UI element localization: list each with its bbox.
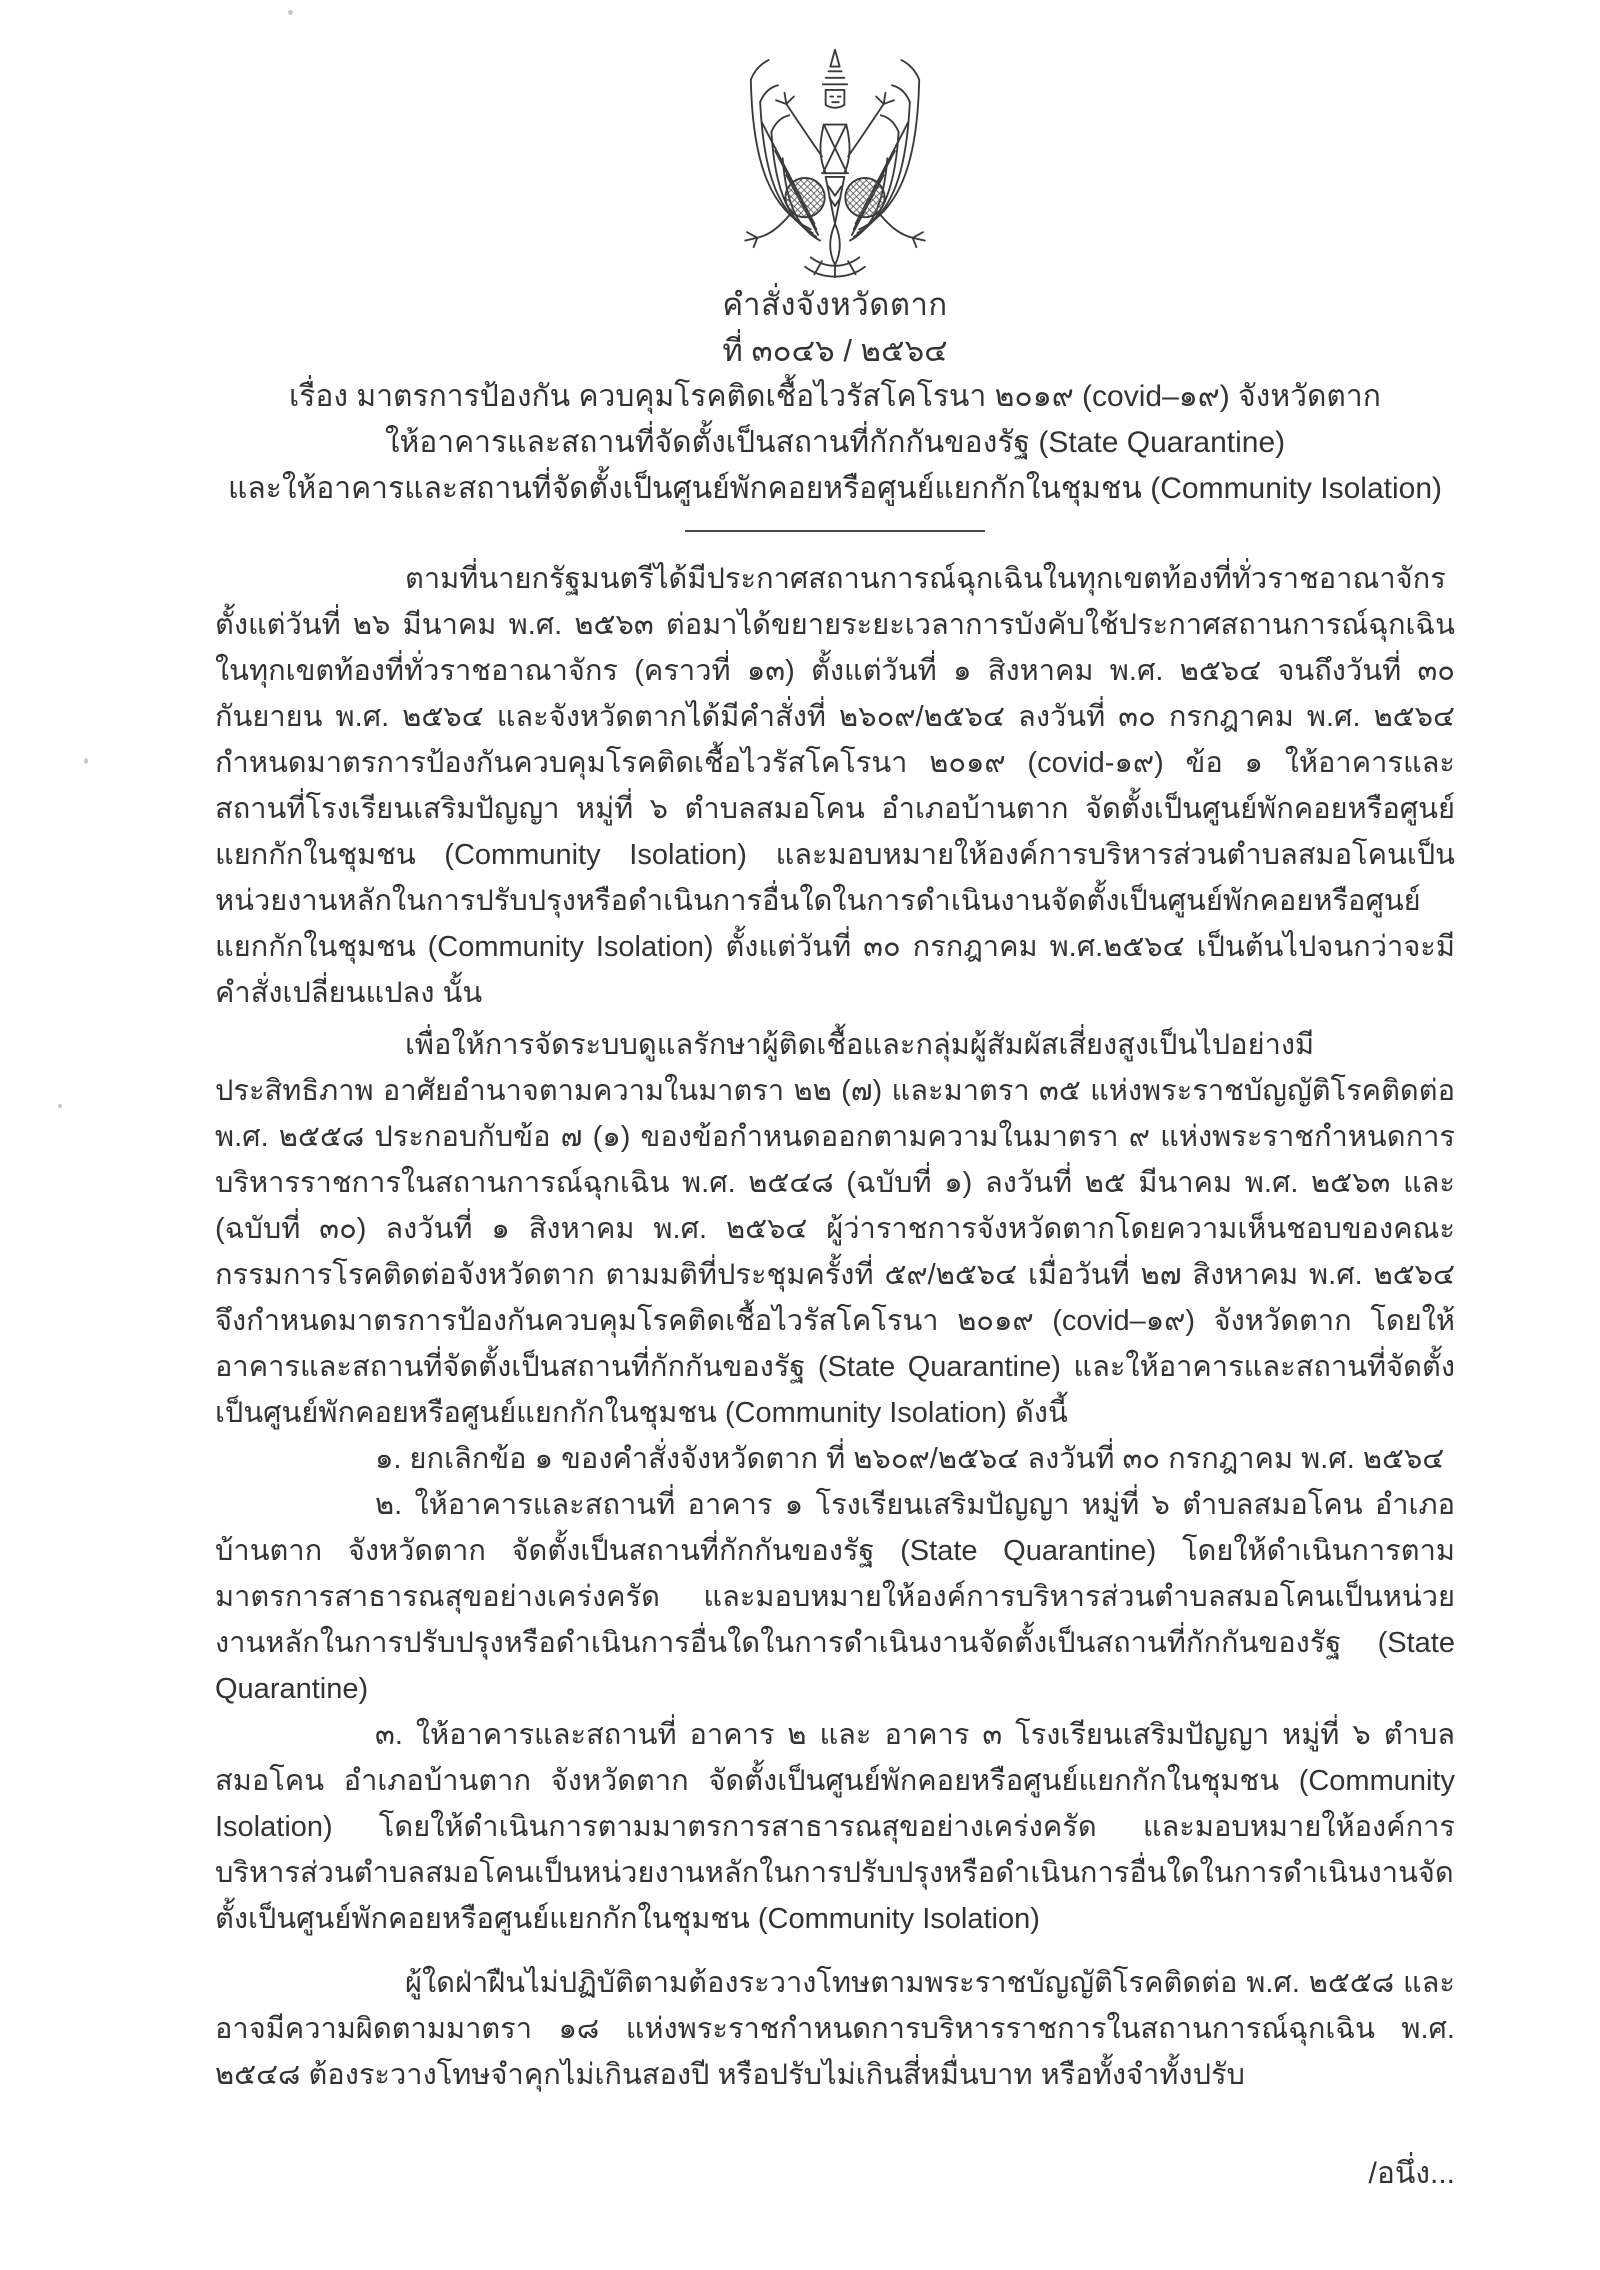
scan-speck [288,10,293,15]
document-body [215,556,1455,2098]
subject-line-1: เรื่อง มาตรการป้องกัน ควบคุมโรคติดเชื้อไวรัสโคโรนา ๒๐๑๙ (covid–๑๙) จังหวัดตาก [289,380,1381,413]
penalty-paragraph: ผู้ใดฝ่าฝืนไม่ปฏิบัติตามต้องระวางโทษตามพระราชบัญญัติโรคติดต่อ พ.ศ. ๒๕๕๘ และอาจมีความผิดตามมาตรา ๑๘ แห่งพระราชกำหนดการบริหารราชการในสถานการณ์ฉุกเฉิน พ.ศ. ๒๕๔๘ ต้องระวางโทษจำคุกไม่เกินสองปี หรือปรับไม่เกินสี่หมื่นบาท หรือทั้งจำทั้งปรับ [215,1967,1455,2091]
body-paragraph: ตามที่นายกรัฐมนตรีได้มีประกาศสถานการณ์ฉุกเฉินในทุกเขตท้องที่ทั่วราชอาณาจักรตั้งแต่วันที่ ๒๖ มีนาคม พ.ศ. ๒๕๖๓ ต่อมาได้ขยายระยะเวลาการบังคับใช้ประกาศสถานการณ์ฉุกเฉินในทุกเขตท้องที่ทั่วราชอาณาจักร (คราวที่ ๑๓) ตั้งแต่วันที่ ๑ สิงหาคม พ.ศ. ๒๕๖๔ จนถึงวันที่ ๓๐ กันยายน พ.ศ. ๒๕๖๔ และจังหวัดตากได้มีคำสั่งที่ ๒๖๐๙/๒๕๖๔ ลงวันที่ ๓๐ กรกฎาคม พ.ศ. ๒๕๖๔ กำหนดมาตรการป้องกันควบคุมโรคติดเชื้อไวรัสโคโรนา ๒๐๑๙ (covid-๑๙) ข้อ ๑ ให้อาคารและสถานที่โรงเรียนเสริมปัญญา หมู่ที่ ๖ ตำบลสมอโคน อำเภอบ้านตาก จัดตั้งเป็นศูนย์พักคอยหรือศูนย์แยกกักในชุมชน (Community Isolation) และมอบหมายให้องค์การบริหารส่วนตำบลสมอโคนเป็นหน่วยงานหลักในการปรับปรุงหรือดำเนินการอื่นใดในการดำเนินงานจัดตั้งเป็นศูนย์พักคอยหรือศูนย์แยกกักในชุมชน (Community Isolation) ตั้งแต่วันที่ ๓๐ กรกฎาคม พ.ศ.๒๕๖๔ เป็นต้นไปจนกว่าจะมีคำสั่งเปลี่ยนแปลง นั้น [215,563,1455,1009]
document-number: ที่ ๓๐๔๖ / ๒๕๖๔ [722,333,948,368]
section-divider [685,530,985,532]
document-title: คำสั่งจังหวัดตาก [722,287,948,322]
subject-line-2: ให้อาคารและสถานที่จัดตั้งเป็นสถานที่กักกันของรัฐ (State Quarantine) [384,426,1286,459]
order-item-3: ๓. ให้อาคารและสถานที่ อาคาร ๒ และ อาคาร ๓ โรงเรียนเสริมปัญญา หมู่ที่ ๖ ตำบลสมอโคน อำเภอบ้านตาก จังหวัดตาก จัดตั้งเป็นศูนย์พักคอยหรือศูนย์แยกกักในชุมชน (Community Isolation) โดยให้ดำเนินการตามมาตรการสาธารณสุขอย่างเคร่งครัด และมอบหมายให้องค์การบริหารส่วนตำบลสมอโคนเป็นหน่วยงานหลักในการปรับปรุงหรือดำเนินการอื่นใดในการดำเนินงานจัดตั้งเป็นศูนย์พักคอยหรือศูนย์แยกกักในชุมชน (Community Isolation) [215,1719,1455,1935]
garuda-emblem [732,46,938,278]
continuation-mark: /อนึ่ง... [1368,2157,1455,2190]
document-header [215,46,1455,532]
scan-speck [58,1104,62,1108]
order-item-2: ๒. ให้อาคารและสถานที่ อาคาร ๑ โรงเรียนเสริมปัญญา หมู่ที่ ๖ ตำบลสมอโคน อำเภอบ้านตาก จังหวัดตาก จัดตั้งเป็นสถานที่กักกันของรัฐ (State Quarantine) โดยให้ดำเนินการตามมาตรการสาธารณสุขอย่างเคร่งครัด และมอบหมายให้องค์การบริหารส่วนตำบลสมอโคนเป็นหน่วยงานหลักในการปรับปรุงหรือดำเนินการอื่นใดในการดำเนินงานจัดตั้งเป็นสถานที่กักกันของรัฐ (State Quarantine) [215,1489,1455,1705]
body-paragraph: เพื่อให้การจัดระบบดูแลรักษาผู้ติดเชื้อและกลุ่มผู้สัมผัสเสี่ยงสูงเป็นไปอย่างมีประสิทธิภาพ อาศัยอำนาจตามความในมาตรา ๒๒ (๗) และมาตรา ๓๕ แห่งพระราชบัญญัติโรคติดต่อ พ.ศ. ๒๕๕๘ ประกอบกับข้อ ๗ (๑) ของข้อกำหนดออกตามความในมาตรา ๙ แห่งพระราชกำหนดการบริหารราชการในสถานการณ์ฉุกเฉิน พ.ศ. ๒๕๔๘ (ฉบับที่ ๑) ลงวันที่ ๒๕ มีนาคม พ.ศ. ๒๕๖๓ และ (ฉบับที่ ๓๐) ลงวันที่ ๑ สิงหาคม พ.ศ. ๒๕๖๔ ผู้ว่าราชการจังหวัดตากโดยความเห็นชอบของคณะกรรมการโรคติดต่อจังหวัดตาก ตามมติที่ประชุมครั้งที่ ๕๙/๒๕๖๔ เมื่อวันที่ ๒๗ สิงหาคม พ.ศ. ๒๕๖๔ จึงกำหนดมาตรการป้องกันควบคุมโรคติดเชื้อไวรัสโคโรนา ๒๐๑๙ (covid–๑๙) จังหวัดตาก โดยให้อาคารและสถานที่จัดตั้งเป็นสถานที่กักกันของรัฐ (State Quarantine) และให้อาคารและสถานที่จัดตั้งเป็นศูนย์พักคอยหรือศูนย์แยกกักในชุมชน (Community Isolation) ดังนี้ [215,1029,1455,1429]
subject-line-3: และให้อาคารและสถานที่จัดตั้งเป็นศูนย์พักคอยหรือศูนย์แยกกักในชุมชน (Community Isolation) [227,472,1442,505]
order-item-1: ๑. ยกเลิกข้อ ๑ ของคำสั่งจังหวัดตาก ที่ ๒๖๐๙/๒๕๖๔ ลงวันที่ ๓๐ กรกฎาคม พ.ศ. ๒๕๖๔ [375,1443,1445,1475]
scan-speck [84,758,88,764]
